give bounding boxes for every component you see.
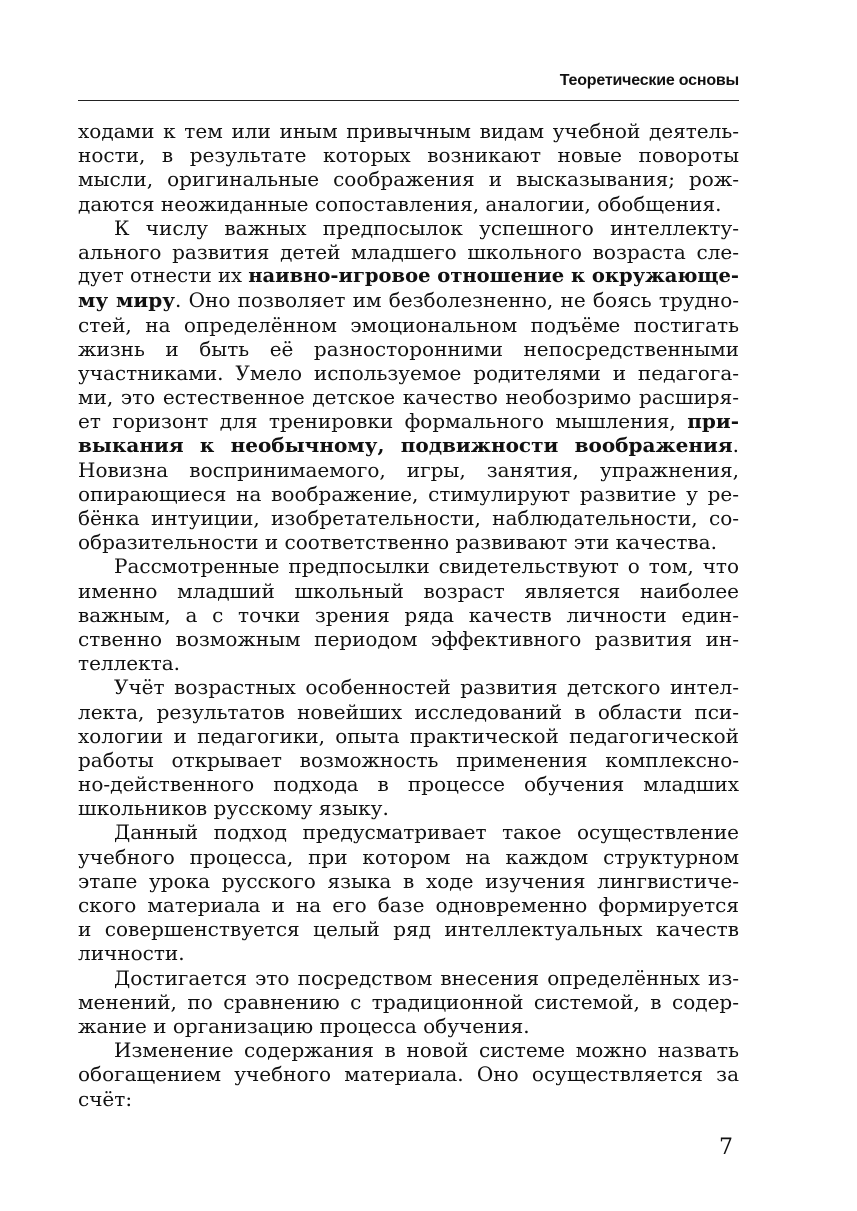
text-line: ности, в результате которых возникают новые повороты	[78, 143, 739, 168]
text-line: ми, это естественное детское качество необозримо расширя-	[78, 385, 739, 410]
body-text	[78, 119, 739, 1111]
text-line: хологии и педагогики, опыта практической педагогической	[78, 723, 739, 748]
text-line: Учёт возрастных особенностей развития детского интел-	[114, 675, 739, 700]
running-header-title: Теоретические основы	[559, 72, 739, 89]
text-line: Изменение содержания в новой системе можно назвать	[114, 1038, 739, 1063]
text-line: Достигается это посредством внесения определённых из-	[114, 965, 739, 990]
text-line: и совершенствуется целый ряд интеллектуальных качеств	[78, 917, 739, 942]
text-line: личности.	[78, 941, 185, 966]
text-line: лекта, результатов новейших исследований в области пси-	[78, 699, 739, 724]
text-line: К числу важных предпосылок успешного интеллекту-	[114, 215, 739, 240]
running-header	[78, 72, 739, 101]
text-line: даются неожиданные сопоставления, аналогии, обобщения.	[78, 191, 722, 216]
text-line: опирающиеся на воображение, стимулируют развитие у ре-	[78, 481, 739, 506]
text-line: именно младший школьный возраст является наиболее	[78, 578, 739, 603]
text-line: му миру. Оно позволяет им безболезненно, не боясь трудно-	[78, 288, 740, 313]
text-line: выкания к необычному, подвижности воображения.	[78, 433, 739, 458]
text-line: Новизна воспринимаемого, игры, занятия, упражнения,	[78, 457, 739, 482]
text-line: ского материала и на его базе одновременно формируется	[78, 893, 739, 917]
text-line: ственно возможным периодом эффективного развития ин-	[78, 626, 739, 651]
text-line: обогащением учебного материала. Оно осуществляется за	[78, 1062, 739, 1087]
text-line: жизнь и быть её разносторонними непосредственными	[78, 336, 739, 361]
text-line: школьников русскому языку.	[78, 796, 389, 821]
text-line: важным, а с точки зрения ряда качеств личности един-	[78, 602, 739, 627]
text-line: теллекта.	[78, 651, 180, 676]
text-line: ходами к тем или иным привычным видам учебной деятель-	[78, 119, 739, 143]
text-line: Рассмотренные предпосылки свидетельствуют о том, что	[114, 554, 739, 579]
text-line: менений, по сравнению с традиционной системой, в содер-	[78, 989, 739, 1014]
text-line: но-действенного подхода в процессе обучения младших	[78, 772, 739, 797]
text-line: счёт:	[78, 1086, 133, 1111]
text-line: дует отнести их наивно-игровое отношение к окружающе-	[78, 264, 739, 288]
text-line: мысли, оригинальные соображения и высказывания; рож-	[78, 167, 739, 192]
text-line: учебного процесса, при котором на каждом структурном	[78, 844, 739, 869]
page-number: 7	[719, 1135, 733, 1160]
text-line: ального развития детей младшего школьного возраста сле-	[78, 239, 739, 264]
text-line: Данный подход предусматривает такое осуществление	[114, 820, 739, 845]
text-line: стей, на определённом эмоциональном подъёме постигать	[78, 312, 739, 337]
text-line: бёнка интуиции, изобретательности, наблюдательности, со-	[78, 506, 739, 530]
text-line: жание и организацию процесса обучения.	[78, 1013, 530, 1038]
text-line: участниками. Умело используемое родителями и педагога-	[78, 360, 739, 385]
text-line: образительности и соответственно развивают эти качества.	[78, 530, 717, 555]
text-line: этапе урока русского языка в ходе изучения лингвистиче-	[78, 868, 739, 893]
text-line: работы открывает возможность применения комплексно-	[78, 747, 739, 772]
text-line: ет горизонт для тренировки формального мышления, при-	[78, 409, 739, 434]
